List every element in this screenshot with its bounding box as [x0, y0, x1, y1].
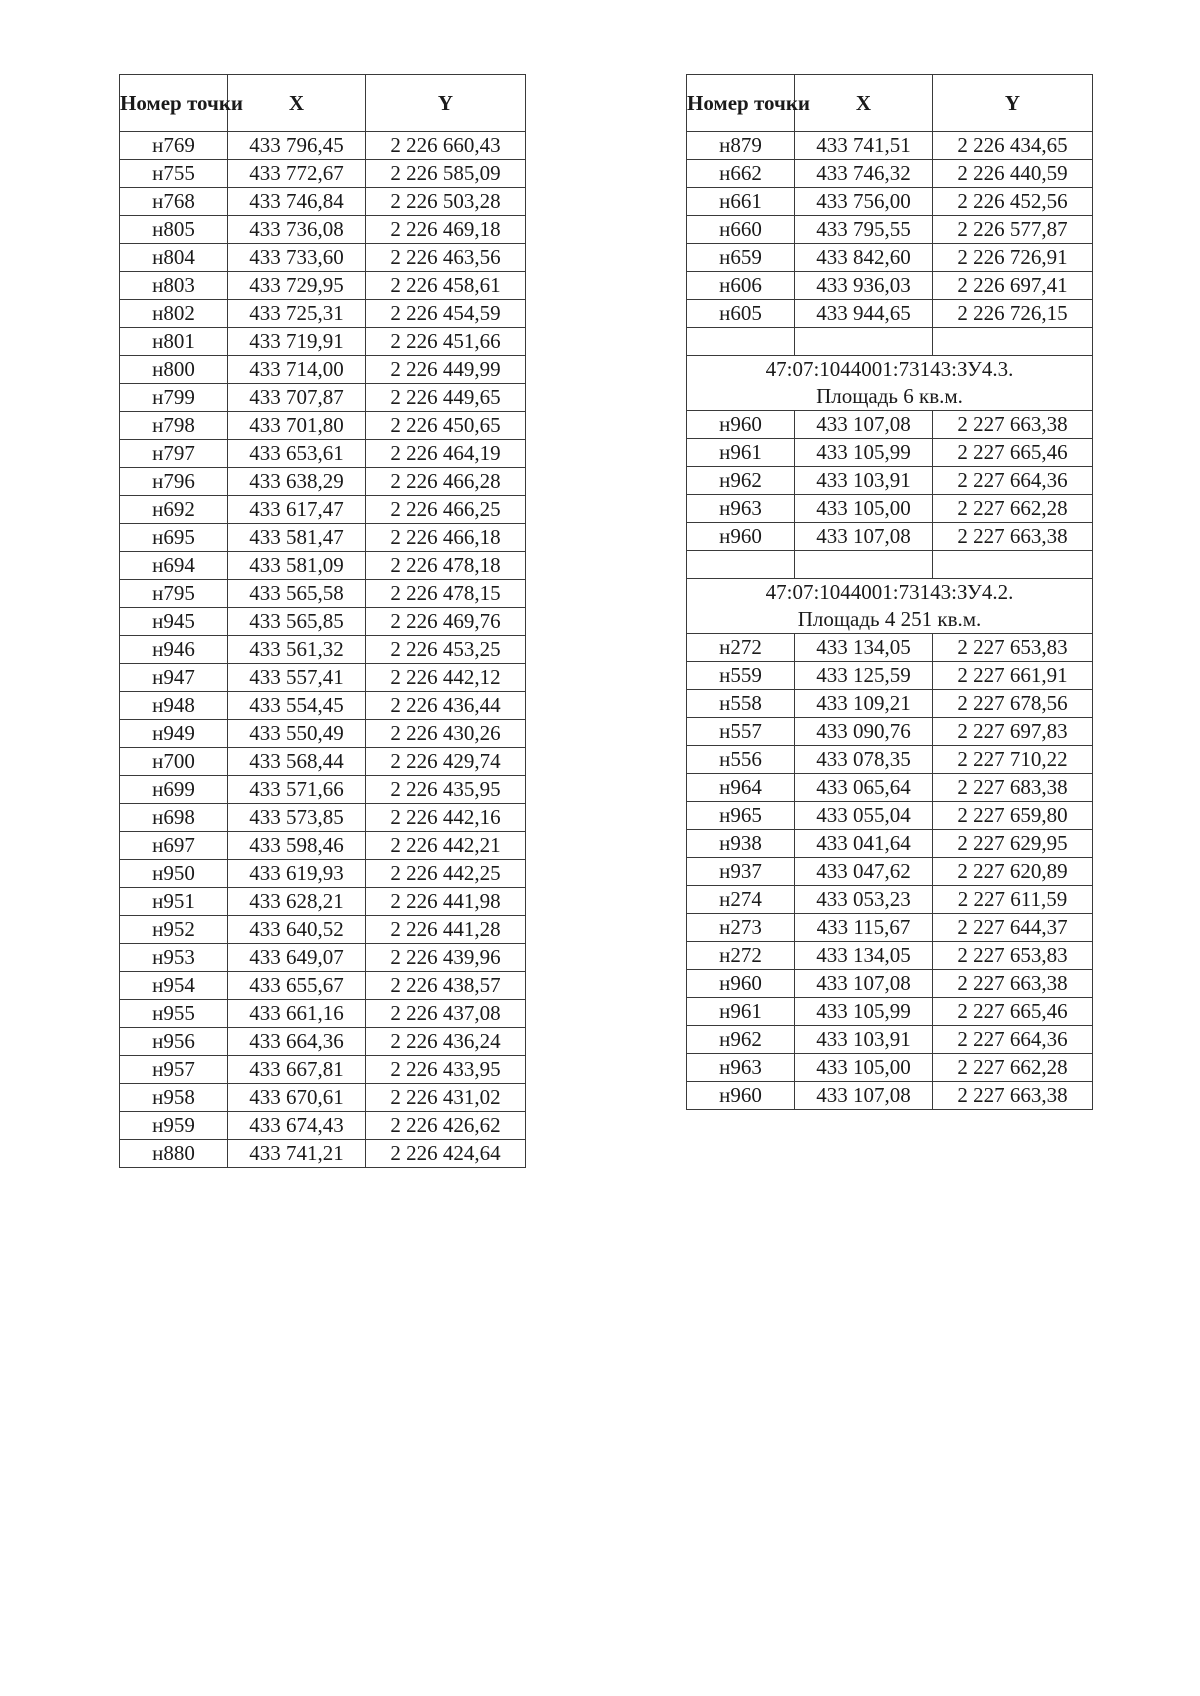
table-row	[687, 858, 1093, 886]
right-table-top-rows	[687, 132, 1093, 328]
x-coordinate-cell: 433 581,09	[228, 552, 366, 580]
header-x: X	[228, 75, 366, 132]
table-row	[687, 160, 1093, 188]
table-row	[687, 300, 1093, 328]
point-number-cell: н963	[687, 1054, 795, 1082]
x-coordinate-cell: 433 573,85	[228, 804, 366, 832]
section-header-zu4-3	[687, 356, 1093, 411]
table-row	[120, 776, 526, 804]
y-coordinate-cell: 2 227 629,95	[933, 830, 1093, 858]
point-number-cell: н800	[120, 356, 228, 384]
table-row	[120, 524, 526, 552]
table-row	[687, 802, 1093, 830]
y-coordinate-cell: 2 226 453,25	[366, 636, 526, 664]
x-coordinate-cell: 433 756,00	[795, 188, 933, 216]
x-coordinate-cell: 433 103,91	[795, 1026, 933, 1054]
table-row	[687, 662, 1093, 690]
y-coordinate-cell: 2 226 433,95	[366, 1056, 526, 1084]
table-row	[687, 216, 1093, 244]
x-coordinate-cell: 433 105,00	[795, 495, 933, 523]
x-coordinate-cell: 433 664,36	[228, 1028, 366, 1056]
x-coordinate-cell: 433 736,08	[228, 216, 366, 244]
x-coordinate-cell: 433 565,85	[228, 608, 366, 636]
empty-row	[687, 551, 1093, 579]
point-number-cell: н272	[687, 634, 795, 662]
empty-cell	[933, 328, 1093, 356]
table-row	[120, 356, 526, 384]
empty-cell	[795, 328, 933, 356]
point-number-cell: н961	[687, 439, 795, 467]
point-number-cell: н697	[120, 832, 228, 860]
empty-row	[687, 328, 1093, 356]
x-coordinate-cell: 433 719,91	[228, 328, 366, 356]
table-row	[687, 690, 1093, 718]
empty-cell	[933, 551, 1093, 579]
point-number-cell: н958	[120, 1084, 228, 1112]
left-table-body	[120, 132, 526, 1168]
table-row	[687, 439, 1093, 467]
y-coordinate-cell: 2 226 454,59	[366, 300, 526, 328]
x-coordinate-cell: 433 581,47	[228, 524, 366, 552]
y-coordinate-cell: 2 226 449,65	[366, 384, 526, 412]
x-coordinate-cell: 433 936,03	[795, 272, 933, 300]
x-coordinate-cell: 433 617,47	[228, 496, 366, 524]
table-row	[687, 886, 1093, 914]
x-coordinate-cell: 433 107,08	[795, 523, 933, 551]
x-coordinate-cell: 433 055,04	[795, 802, 933, 830]
point-number-cell: н947	[120, 664, 228, 692]
point-number-cell: н700	[120, 748, 228, 776]
y-coordinate-cell: 2 226 440,59	[933, 160, 1093, 188]
point-number-cell: н951	[120, 888, 228, 916]
point-number-cell: н795	[120, 580, 228, 608]
table-row	[120, 888, 526, 916]
table-row	[687, 718, 1093, 746]
y-coordinate-cell: 2 227 665,46	[933, 998, 1093, 1026]
y-coordinate-cell: 2 226 442,12	[366, 664, 526, 692]
header-x: X	[795, 75, 933, 132]
x-coordinate-cell: 433 125,59	[795, 662, 933, 690]
y-coordinate-cell: 2 226 726,91	[933, 244, 1093, 272]
y-coordinate-cell: 2 227 611,59	[933, 886, 1093, 914]
x-coordinate-cell: 433 568,44	[228, 748, 366, 776]
table-row	[120, 244, 526, 272]
x-coordinate-cell: 433 105,99	[795, 439, 933, 467]
table-row	[120, 1028, 526, 1056]
table-row	[687, 746, 1093, 774]
y-coordinate-cell: 2 226 435,95	[366, 776, 526, 804]
y-coordinate-cell: 2 226 441,28	[366, 916, 526, 944]
point-number-cell: н799	[120, 384, 228, 412]
y-coordinate-cell: 2 226 697,41	[933, 272, 1093, 300]
point-number-cell: н959	[120, 1112, 228, 1140]
table-row	[120, 1056, 526, 1084]
point-number-cell: н798	[120, 412, 228, 440]
x-coordinate-cell: 433 653,61	[228, 440, 366, 468]
header-y: Y	[366, 75, 526, 132]
x-coordinate-cell: 433 733,60	[228, 244, 366, 272]
y-coordinate-cell: 2 226 442,16	[366, 804, 526, 832]
x-coordinate-cell: 433 842,60	[795, 244, 933, 272]
x-coordinate-cell: 433 065,64	[795, 774, 933, 802]
table-row	[120, 1084, 526, 1112]
table-row	[120, 412, 526, 440]
x-coordinate-cell: 433 628,21	[228, 888, 366, 916]
right-table-spacer-b	[687, 551, 1093, 634]
x-coordinate-cell: 433 649,07	[228, 944, 366, 972]
x-coordinate-cell: 433 772,67	[228, 160, 366, 188]
y-coordinate-cell: 2 226 442,21	[366, 832, 526, 860]
table-row	[120, 1140, 526, 1168]
x-coordinate-cell: 433 746,84	[228, 188, 366, 216]
table-row	[120, 972, 526, 1000]
y-coordinate-cell: 2 227 710,22	[933, 746, 1093, 774]
x-coordinate-cell: 433 571,66	[228, 776, 366, 804]
table-row	[120, 608, 526, 636]
point-number-cell: н797	[120, 440, 228, 468]
x-coordinate-cell: 433 103,91	[795, 467, 933, 495]
table-row	[687, 1054, 1093, 1082]
point-number-cell: н963	[687, 495, 795, 523]
y-coordinate-cell: 2 226 726,15	[933, 300, 1093, 328]
point-number-cell: н960	[687, 970, 795, 998]
x-coordinate-cell: 433 701,80	[228, 412, 366, 440]
y-coordinate-cell: 2 226 439,96	[366, 944, 526, 972]
point-number-cell: н948	[120, 692, 228, 720]
point-number-cell: н605	[687, 300, 795, 328]
y-coordinate-cell: 2 226 469,76	[366, 608, 526, 636]
y-coordinate-cell: 2 227 678,56	[933, 690, 1093, 718]
table-row	[120, 188, 526, 216]
point-number-cell: н950	[120, 860, 228, 888]
y-coordinate-cell: 2 227 659,80	[933, 802, 1093, 830]
y-coordinate-cell: 2 226 466,25	[366, 496, 526, 524]
point-number-cell: н659	[687, 244, 795, 272]
point-number-cell: н274	[687, 886, 795, 914]
table-row	[120, 272, 526, 300]
x-coordinate-cell: 433 565,58	[228, 580, 366, 608]
table-row	[120, 216, 526, 244]
x-coordinate-cell: 433 107,08	[795, 411, 933, 439]
table-row	[120, 636, 526, 664]
y-coordinate-cell: 2 226 469,18	[366, 216, 526, 244]
y-coordinate-cell: 2 226 438,57	[366, 972, 526, 1000]
x-coordinate-cell: 433 674,43	[228, 1112, 366, 1140]
x-coordinate-cell: 433 134,05	[795, 634, 933, 662]
point-number-cell: н962	[687, 1026, 795, 1054]
right-table-spacer-a	[687, 328, 1093, 411]
table-row	[120, 496, 526, 524]
x-coordinate-cell: 433 105,00	[795, 1054, 933, 1082]
point-number-cell: н272	[687, 942, 795, 970]
table-row	[120, 1112, 526, 1140]
point-number-cell: н801	[120, 328, 228, 356]
x-coordinate-cell: 433 725,31	[228, 300, 366, 328]
y-coordinate-cell: 2 227 661,91	[933, 662, 1093, 690]
x-coordinate-cell: 433 047,62	[795, 858, 933, 886]
y-coordinate-cell: 2 227 663,38	[933, 1082, 1093, 1110]
point-number-cell: н953	[120, 944, 228, 972]
x-coordinate-cell: 433 078,35	[795, 746, 933, 774]
x-coordinate-cell: 433 598,46	[228, 832, 366, 860]
x-coordinate-cell: 433 640,52	[228, 916, 366, 944]
table-row	[687, 495, 1093, 523]
x-coordinate-cell: 433 741,21	[228, 1140, 366, 1168]
x-coordinate-cell: 433 041,64	[795, 830, 933, 858]
empty-cell	[687, 551, 795, 579]
y-coordinate-cell: 2 226 426,62	[366, 1112, 526, 1140]
section-header-zu4-2	[687, 579, 1093, 634]
y-coordinate-cell: 2 226 463,56	[366, 244, 526, 272]
point-number-cell: н945	[120, 608, 228, 636]
y-coordinate-cell: 2 226 450,65	[366, 412, 526, 440]
point-number-cell: н805	[120, 216, 228, 244]
table-row	[120, 300, 526, 328]
point-number-cell: н956	[120, 1028, 228, 1056]
empty-cell	[795, 551, 933, 579]
table-row	[687, 244, 1093, 272]
point-number-cell: н557	[687, 718, 795, 746]
table-row	[687, 188, 1093, 216]
table-row	[120, 468, 526, 496]
point-number-cell: н880	[120, 1140, 228, 1168]
section-header-row	[687, 356, 1093, 411]
point-number-cell: н965	[687, 802, 795, 830]
point-number-cell: н937	[687, 858, 795, 886]
point-number-cell: н698	[120, 804, 228, 832]
x-coordinate-cell: 433 944,65	[795, 300, 933, 328]
point-number-cell: н879	[687, 132, 795, 160]
point-number-cell: н960	[687, 1082, 795, 1110]
y-coordinate-cell: 2 226 503,28	[366, 188, 526, 216]
x-coordinate-cell: 433 741,51	[795, 132, 933, 160]
point-number-cell: н692	[120, 496, 228, 524]
y-coordinate-cell: 2 227 697,83	[933, 718, 1093, 746]
y-coordinate-cell: 2 226 431,02	[366, 1084, 526, 1112]
y-coordinate-cell: 2 226 660,43	[366, 132, 526, 160]
table-row	[120, 160, 526, 188]
table-row	[687, 774, 1093, 802]
y-coordinate-cell: 2 226 585,09	[366, 160, 526, 188]
table-row	[120, 832, 526, 860]
y-coordinate-cell: 2 226 452,56	[933, 188, 1093, 216]
point-number-cell: н952	[120, 916, 228, 944]
table-row	[120, 748, 526, 776]
point-number-cell: н957	[120, 1056, 228, 1084]
header-y: Y	[933, 75, 1093, 132]
x-coordinate-cell: 433 796,45	[228, 132, 366, 160]
y-coordinate-cell: 2 226 451,66	[366, 328, 526, 356]
x-coordinate-cell: 433 707,87	[228, 384, 366, 412]
y-coordinate-cell: 2 227 644,37	[933, 914, 1093, 942]
x-coordinate-cell: 433 557,41	[228, 664, 366, 692]
y-coordinate-cell: 2 226 458,61	[366, 272, 526, 300]
y-coordinate-cell: 2 226 436,24	[366, 1028, 526, 1056]
y-coordinate-cell: 2 227 653,83	[933, 942, 1093, 970]
x-coordinate-cell: 433 746,32	[795, 160, 933, 188]
y-coordinate-cell: 2 227 663,38	[933, 523, 1093, 551]
coordinates-table-right	[686, 74, 1093, 1110]
coordinates-table-left	[119, 74, 526, 1168]
x-coordinate-cell: 433 134,05	[795, 942, 933, 970]
y-coordinate-cell: 2 226 464,19	[366, 440, 526, 468]
point-number-cell: н938	[687, 830, 795, 858]
y-coordinate-cell: 2 227 662,28	[933, 1054, 1093, 1082]
section-a-rows	[687, 411, 1093, 551]
y-coordinate-cell: 2 226 441,98	[366, 888, 526, 916]
x-coordinate-cell: 433 714,00	[228, 356, 366, 384]
point-number-cell: н755	[120, 160, 228, 188]
table-row	[687, 1082, 1093, 1110]
point-number-cell: н662	[687, 160, 795, 188]
table-row	[687, 914, 1093, 942]
x-coordinate-cell: 433 667,81	[228, 1056, 366, 1084]
y-coordinate-cell: 2 227 664,36	[933, 1026, 1093, 1054]
point-number-cell: н556	[687, 746, 795, 774]
y-coordinate-cell: 2 227 665,46	[933, 439, 1093, 467]
y-coordinate-cell: 2 226 429,74	[366, 748, 526, 776]
x-coordinate-cell: 433 090,76	[795, 718, 933, 746]
x-coordinate-cell: 433 550,49	[228, 720, 366, 748]
y-coordinate-cell: 2 226 478,18	[366, 552, 526, 580]
table-row	[120, 944, 526, 972]
y-coordinate-cell: 2 227 683,38	[933, 774, 1093, 802]
point-number-cell: н695	[120, 524, 228, 552]
x-coordinate-cell: 433 107,08	[795, 1082, 933, 1110]
table-row	[687, 830, 1093, 858]
section-header-row	[687, 579, 1093, 634]
table-row	[687, 523, 1093, 551]
point-number-cell: н559	[687, 662, 795, 690]
point-number-cell: н802	[120, 300, 228, 328]
point-number-cell: н558	[687, 690, 795, 718]
point-number-cell: н699	[120, 776, 228, 804]
header-row	[120, 75, 526, 132]
y-coordinate-cell: 2 226 466,18	[366, 524, 526, 552]
point-number-cell: н660	[687, 216, 795, 244]
y-coordinate-cell: 2 226 577,87	[933, 216, 1093, 244]
y-coordinate-cell: 2 226 466,28	[366, 468, 526, 496]
y-coordinate-cell: 2 227 620,89	[933, 858, 1093, 886]
table-row	[120, 860, 526, 888]
header-point-number: Номер точки	[120, 75, 228, 132]
table-row	[120, 132, 526, 160]
point-number-cell: н661	[687, 188, 795, 216]
y-coordinate-cell: 2 227 663,38	[933, 411, 1093, 439]
table-row	[120, 580, 526, 608]
x-coordinate-cell: 433 661,16	[228, 1000, 366, 1028]
y-coordinate-cell: 2 226 434,65	[933, 132, 1093, 160]
section-b-rows	[687, 634, 1093, 1110]
y-coordinate-cell: 2 226 430,26	[366, 720, 526, 748]
point-number-cell: н769	[120, 132, 228, 160]
y-coordinate-cell: 2 226 442,25	[366, 860, 526, 888]
y-coordinate-cell: 2 227 653,83	[933, 634, 1093, 662]
y-coordinate-cell: 2 226 424,64	[366, 1140, 526, 1168]
table-row	[687, 1026, 1093, 1054]
table-row	[687, 998, 1093, 1026]
table-row	[687, 467, 1093, 495]
x-coordinate-cell: 433 729,95	[228, 272, 366, 300]
y-coordinate-cell: 2 226 437,08	[366, 1000, 526, 1028]
point-number-cell: н694	[120, 552, 228, 580]
x-coordinate-cell: 433 105,99	[795, 998, 933, 1026]
x-coordinate-cell: 433 107,08	[795, 970, 933, 998]
table-row	[120, 916, 526, 944]
table-row	[687, 634, 1093, 662]
table-row	[120, 328, 526, 356]
table-row	[120, 692, 526, 720]
table-row	[687, 942, 1093, 970]
point-number-cell: н803	[120, 272, 228, 300]
y-coordinate-cell: 2 226 436,44	[366, 692, 526, 720]
point-number-cell: н804	[120, 244, 228, 272]
x-coordinate-cell: 433 670,61	[228, 1084, 366, 1112]
point-number-cell: н962	[687, 467, 795, 495]
x-coordinate-cell: 433 109,21	[795, 690, 933, 718]
table-row	[120, 664, 526, 692]
table-row	[120, 384, 526, 412]
x-coordinate-cell: 433 554,45	[228, 692, 366, 720]
section-area: Площадь 6 кв.м.	[816, 384, 963, 408]
table-row	[687, 272, 1093, 300]
x-coordinate-cell: 433 561,32	[228, 636, 366, 664]
x-coordinate-cell: 433 619,93	[228, 860, 366, 888]
section-title: 47:07:1044001:73143:ЗУ4.3.	[765, 357, 1014, 381]
section-title: 47:07:1044001:73143:ЗУ4.2.	[765, 580, 1014, 604]
table-row	[120, 1000, 526, 1028]
point-number-cell: н964	[687, 774, 795, 802]
point-number-cell: н955	[120, 1000, 228, 1028]
x-coordinate-cell: 433 053,23	[795, 886, 933, 914]
table-row	[687, 132, 1093, 160]
table-row	[120, 720, 526, 748]
x-coordinate-cell: 433 655,67	[228, 972, 366, 1000]
table-row	[687, 411, 1093, 439]
table-row	[120, 804, 526, 832]
point-number-cell: н960	[687, 523, 795, 551]
table-row	[120, 552, 526, 580]
x-coordinate-cell: 433 795,55	[795, 216, 933, 244]
section-area: Площадь 4 251 кв.м.	[797, 607, 982, 631]
x-coordinate-cell: 433 115,67	[795, 914, 933, 942]
point-number-cell: н961	[687, 998, 795, 1026]
point-number-cell: н954	[120, 972, 228, 1000]
point-number-cell: н768	[120, 188, 228, 216]
empty-cell	[687, 328, 795, 356]
y-coordinate-cell: 2 227 662,28	[933, 495, 1093, 523]
table-row	[687, 970, 1093, 998]
y-coordinate-cell: 2 226 478,15	[366, 580, 526, 608]
y-coordinate-cell: 2 227 663,38	[933, 970, 1093, 998]
point-number-cell: н960	[687, 411, 795, 439]
table-row	[120, 440, 526, 468]
y-coordinate-cell: 2 226 449,99	[366, 356, 526, 384]
point-number-cell: н796	[120, 468, 228, 496]
point-number-cell: н606	[687, 272, 795, 300]
point-number-cell: н949	[120, 720, 228, 748]
header-row	[687, 75, 1093, 132]
point-number-cell: н946	[120, 636, 228, 664]
header-point-number: Номер точки	[687, 75, 795, 132]
point-number-cell: н273	[687, 914, 795, 942]
y-coordinate-cell: 2 227 664,36	[933, 467, 1093, 495]
x-coordinate-cell: 433 638,29	[228, 468, 366, 496]
